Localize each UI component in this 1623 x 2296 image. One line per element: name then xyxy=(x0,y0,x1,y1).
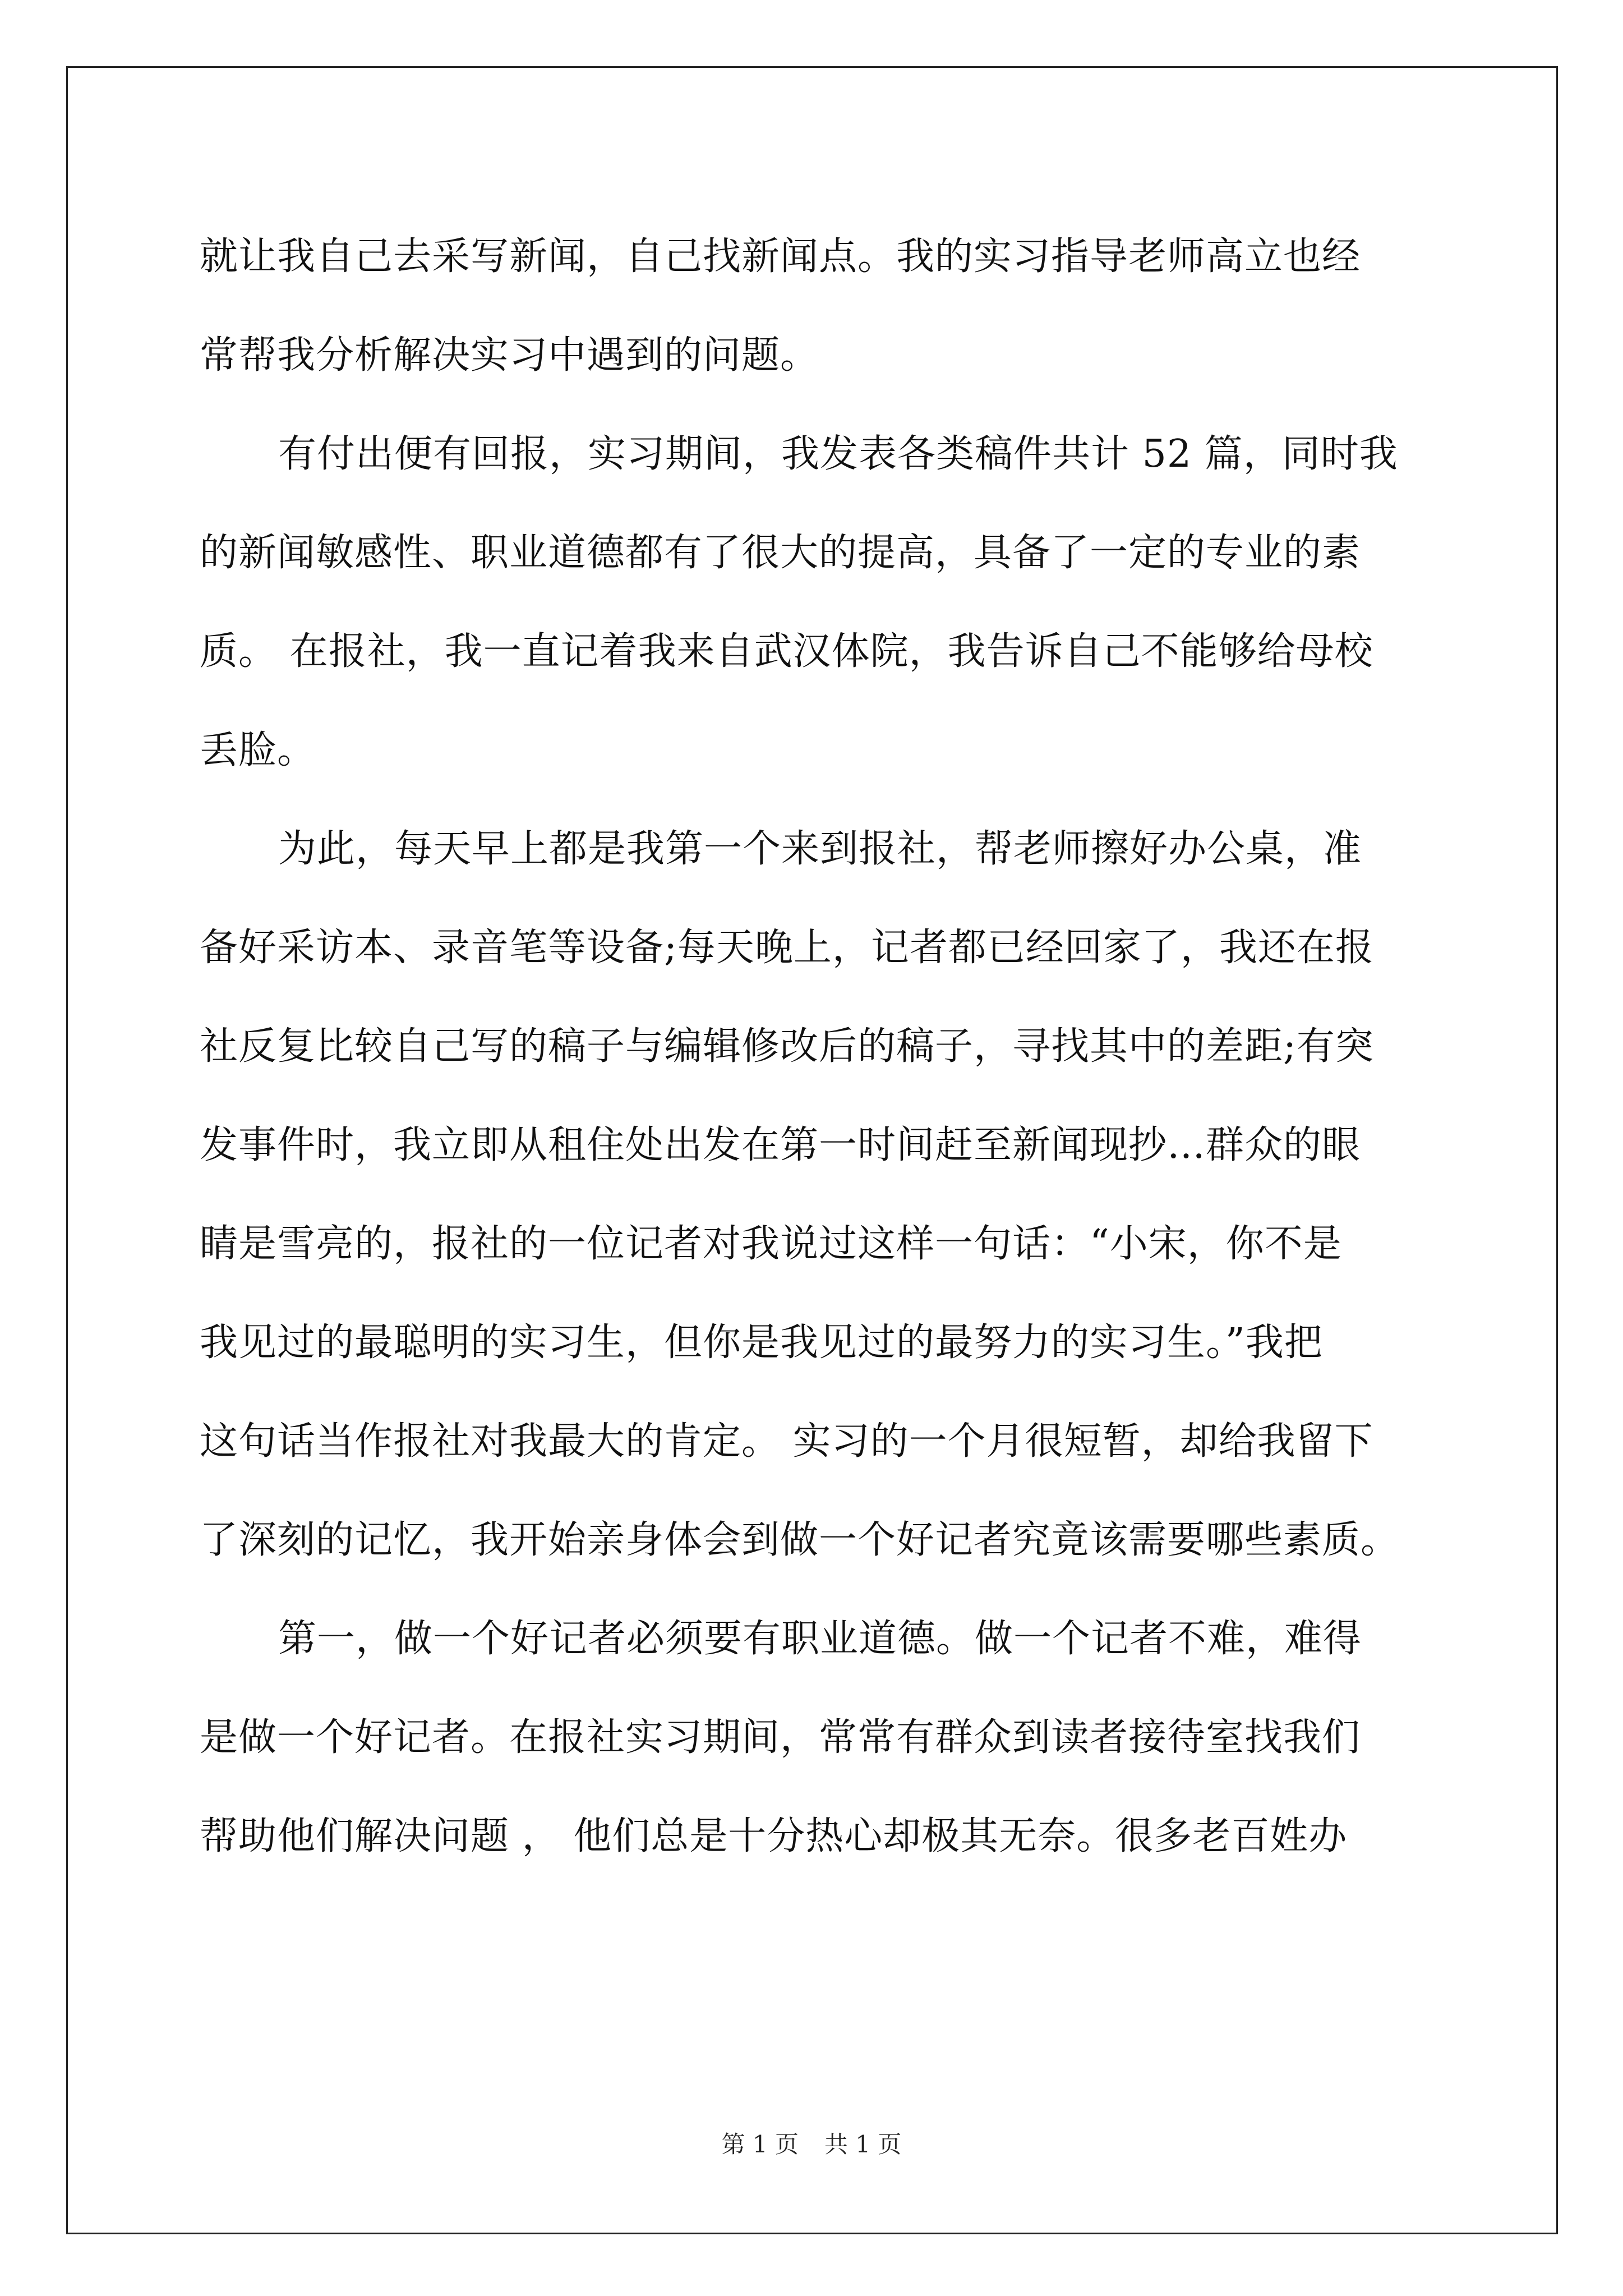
text-line: 了深刻的记忆，我开始亲身体会到做一个好记者究竟该需要哪些素质。 xyxy=(200,1518,1400,1562)
text-line: 的新闻敏感性、职业道德都有了很大的提高，具备了一定的专业的素 xyxy=(200,531,1361,575)
text-line: 质。 在报社，我一直记着我来自武汉体院，我告诉自己不能够给母校 xyxy=(200,629,1373,674)
text-line: 是做一个好记者。在报社实习期间，常常有群众到读者接待室找我们 xyxy=(200,1715,1361,1760)
document-body xyxy=(200,208,1433,1886)
text-line: 就让我自己去采写新闻，自己找新闻点。我的实习指导老师高立也经 xyxy=(200,234,1361,279)
page-total: 共 1 页 xyxy=(824,2131,902,2158)
text-line: 帮助他们解决问题 ， 他们总是十分热心却极其无奈。很多老百姓办 xyxy=(200,1814,1348,1858)
page-number: 第 1 页 xyxy=(721,2131,799,2158)
page-footer xyxy=(0,2126,1623,2160)
text-line: 社反复比较自己写的稿子与编辑修改后的稿子，寻找其中的差距;有突 xyxy=(200,1024,1374,1069)
text-line: 睛是雪亮的，报社的一位记者对我说过这样一句话：“小宋，你不是 xyxy=(200,1222,1342,1266)
text-line: 我见过的最聪明的实习生，但你是我见过的最努力的实习生。”我把 xyxy=(200,1320,1323,1365)
text-line: 丢脸。 xyxy=(200,728,316,772)
text-line: 常帮我分析解决实习中遇到的问题。 xyxy=(200,333,819,378)
text-line: 发事件时，我立即从租住处出发在第一时间赶至新闻现抄…群众的眼 xyxy=(200,1123,1361,1167)
text-line: 备好采访本、录音笔等设备;每天晚上，记者都已经回家了，我还在报 xyxy=(200,926,1374,970)
text-line: 有付出便有回报，实习期间，我发表各类稿件共计 52 篇，同时我 xyxy=(278,432,1398,476)
text-line: 这句话当作报社对我最大的肯定。 实习的一个月很短暂，却给我留下 xyxy=(200,1419,1373,1464)
text-line: 第一，做一个好记者必须要有职业道德。做一个记者不难，难得 xyxy=(278,1617,1362,1661)
text-line: 为此，每天早上都是我第一个来到报社，帮老师擦好办公桌，准 xyxy=(278,827,1362,871)
